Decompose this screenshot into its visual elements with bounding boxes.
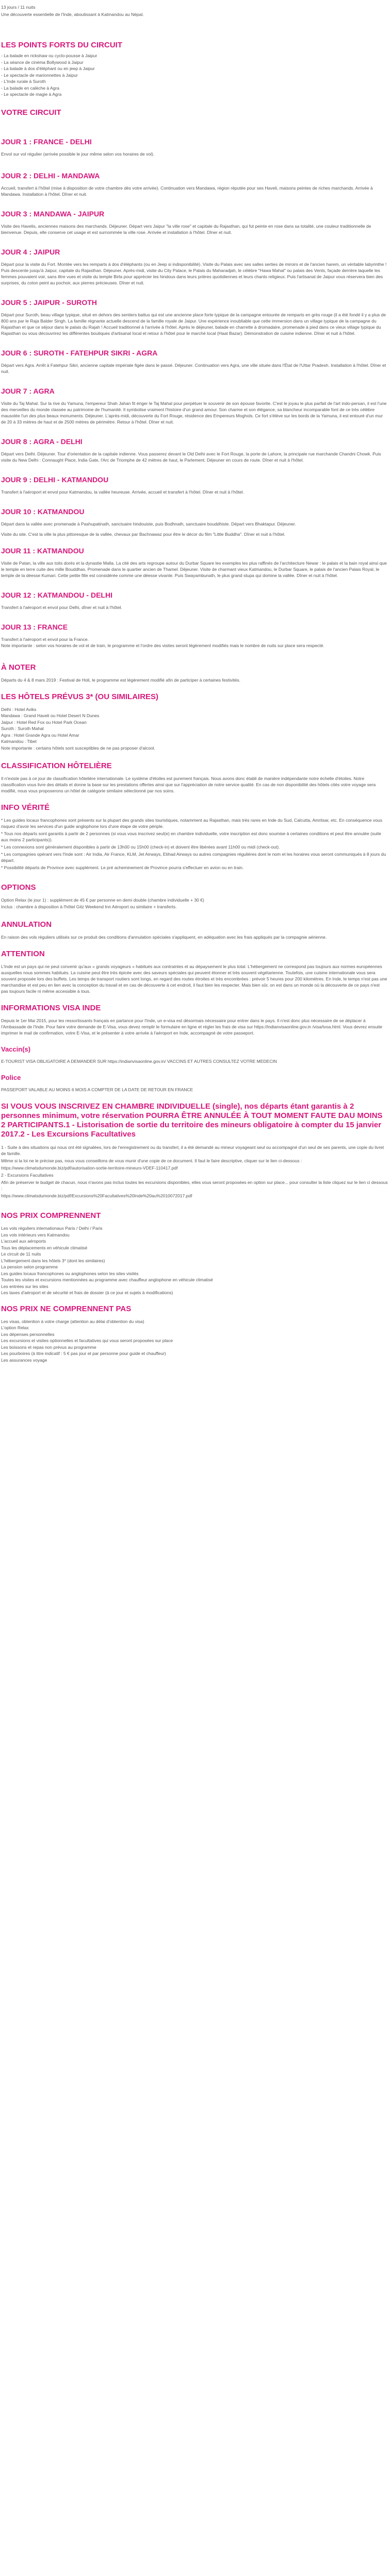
tagline-text: Une découverte essentielle de l'Inde, aboutissant à Katmandou au Népal.: [1, 12, 144, 17]
attention-body: [1, 963, 388, 994]
single-warning-body: [1, 1144, 388, 1199]
warning-link[interactable]: https://www.climatsdumonde.biz/pdf/Excursions%20Facultatives%20Inde%20au%2010072017.pdf: [1, 1193, 192, 1198]
day-title: JOUR 3 : MANDAWA - JAIPUR: [1, 209, 105, 218]
day-title: JOUR 8 : AGRA - DELHI: [1, 437, 83, 446]
list-item: Les dépenses personnelles: [1, 1331, 55, 1337]
visa-title: INFORMATIONS VISA INDE: [1, 1004, 101, 1012]
page: [0, 4, 391, 1363]
hotel-line: Mandawa : Grand Haveli ou Hotel Desert N Dunes: [1, 713, 100, 718]
list-item: Toutes les visites et excursions mentionnées au programme avec chauffeur anglophone en véhicule climatisé: [1, 1277, 213, 1282]
day-body: [1, 400, 388, 425]
day-body: [1, 312, 388, 336]
police-title: Police: [1, 1074, 21, 1081]
police-text: PASSEPORT VALABLE AU MOINS 6 MOIS A COMPTER DE LA DATE DE RETOUR EN FRANCE: [1, 1087, 193, 1092]
day-title: JOUR 12 : KATMANDOU - DELHI: [1, 590, 112, 599]
day-paragraph: Départ vers Delhi. Déjeuner. Tour d'orientation de la capitale indienne. Vous passerez devant le Old Delhi avec le Fort Rouge, la porte de Lahore, la principale rue marchande Chandni Chowk. Puis visite du New Delhi : Connaught Place, India Gate, l'Arc de Triomphe de 42 mètres de haut, le Parlement. Déjeuner en cours de route. Dîner et nuit à l'hôtel.: [1, 451, 381, 463]
cancellation-body: [1, 934, 388, 940]
duration-text: 13 jours / 11 nuits: [1, 5, 36, 10]
day-paragraph: Accueil, transfert à l'hôtel (mise à disposition de votre chambre dès votre arrivée). Continuation vers Mandawa, région réputée pour ses Haveli, maisons peintes de riches marchands. Arrivée à Mandawa. Installation à l'hôtel. Dîner et nuit.: [1, 185, 373, 197]
police-body: [1, 1087, 388, 1093]
options-line: Inclus : chambre à disposition à l'hôtel Gitz Weekend Inn Aéroport ou similaire + transferts.: [1, 904, 177, 909]
cancellation-title: ANNULATION: [1, 920, 52, 929]
excludes-title: NOS PRIX NE COMPRENNENT PAS: [1, 1304, 132, 1313]
day-title: JOUR 1 : FRANCE - DELHI: [1, 137, 92, 146]
hotel-line: Jaipur : Hotel Red Fox ou Hotel Park Ocean: [1, 719, 87, 725]
day-paragraph: Départ pour la visite du Fort. Montée vers les remparts à dos d'éléphants (ou en Jeep si indisponibilité). Visite du Palais avec ses salles serties de miroirs et de l'ancien harem, un véritable labyrinthe ! Puis descente jusqu'à Jaipur, capitale du Rajasthan. Déjeuner. Après-midi, visite du City Palace, le Palais du Maharadjah, le célèbre "Hawa Mahal" ou palais des Vents, façade derrière laquelle les femmes pouvaient voir, sans être vues et visite du temple Birla pour apprécier les hindous dans leurs prières quotidiennes et leurs chants religieux. Puis l'artisanat de Jaipur vous réservera bien des surprises, du coton peint au pochoir, aux pierres précieuses. Dîner et nuit.: [1, 261, 387, 285]
hotel-line: Agra : Hotel Grande Agra ou Hotel Amar: [1, 732, 79, 738]
list-item: L'option Relax: [1, 1325, 29, 1330]
day-body: [1, 489, 388, 495]
hotels-title: LES HÔTELS PRÉVUS 3* (OU SIMILAIRES): [1, 692, 159, 701]
day-paragraph: Départ pour Suroth, beau village typique, situé en dehors des sentiers battus qui est une ancienne place forte typique de la campagne entourée de remparts en grès rouge (il a été fondé il y a plus de 800 ans par le Raja Balder Singh. La famille régnante actuelle descend de la famille royale de Jaipur. Une expérience inoubliable que cette immersion dans un village typique de la campagne du Rajasthan et que ce séjour dans le palais du Rajah ! Accueil traditionnel à l'arrivée à l'hôtel. Après le déjeuner, balade en charrette à dromadaire, promenade à pied dans ce vieux village typique du Rajasthan ou vous découvrirez les différentes boutiques d'artisanat local et retour à l'hôtel pour le marché local (Haat Bazar). Démonstration de cuisine indienne. Dîner et nuit à l'hôtel.: [1, 312, 386, 336]
day-title: JOUR 11 : KATMANDOU: [1, 546, 84, 555]
day-title: JOUR 5 : JAIPUR - SUROTH: [1, 298, 97, 307]
circuit-title: VOTRE CIRCUIT: [1, 108, 61, 117]
day-paragraph: Envol sur vol régulier (arrivée possible le jour même selon vos horaires de vol).: [1, 151, 155, 157]
info-title: INFO VÉRITÉ: [1, 803, 50, 812]
day-title: JOUR 13 : FRANCE: [1, 622, 68, 631]
includes-title: NOS PRIX COMPRENNENT: [1, 1211, 101, 1220]
day-body: [1, 185, 388, 197]
warning-paragraph: Afin de préserver le budget de chacun, nous n'avons pas inclus toutes les excursions disponibles, elles vous seront proposées en option sur place... pour consulter la liste cliquez sur le lien ci dessous :: [1, 1180, 388, 1191]
options-line: Option Relax (le jour 1) : supplément de 45 € par personne en demi double (chambre individuelle + 30 €): [1, 897, 204, 903]
highlights-list: [1, 53, 388, 98]
warning-paragraph: 2 - Excursions Facultatives: [1, 1173, 54, 1178]
hotel-line: Delhi : Hotel Aviks: [1, 706, 37, 712]
list-item: Le circuit de 11 nuits: [1, 1251, 41, 1257]
day-body: [1, 223, 388, 235]
list-item: L'hébergement dans les hôtels 3* (dont les similaires): [1, 1258, 105, 1263]
day-title: JOUR 9 : DELHI - KATMANDOU: [1, 475, 109, 484]
day-paragraph: Visite du site. C'est la ville la plus pittoresque de la vallée, chevaux par Bachnawaz pour être le décor du film "Little Buddha". Dîner et nuit à l'hôtel.: [1, 531, 286, 537]
vaccines-title: Vaccin(s): [1, 1045, 31, 1053]
warning-paragraph: Même si la loi ne le précise pas, nous vous conseillons de vous munir d'une copie de ce document. Il faut le faire descriptive, cliquer sur le lien ci-dessous :: [1, 1158, 302, 1163]
day-title: JOUR 7 : AGRA: [1, 386, 55, 395]
info-paragraph: * Les compagnies opérant vers l'Inde sont : Air India, Air France, KLM, Jet Airways, Etihad Airways ou autres compagnies régulières dont le nom et les horaires vous seront communiqués à 8 jours du départ.: [1, 852, 386, 863]
day-body: [1, 261, 388, 286]
list-item: - La balade à dos d'éléphant ou en jeep à Jaipur: [1, 66, 95, 71]
classification-title: CLASSIFICATION HÔTELIÈRE: [1, 761, 112, 770]
info-paragraph: * Les connexions sont généralement disponibles à partir de 13h00 ou 15h00 (check-in) et doivent être libérées avant 11h00 ou midi (check-out).: [1, 844, 280, 850]
excludes-list: [1, 1318, 388, 1364]
single-warning-title: SI VOUS VOUS INSCRIVEZ EN CHAMBRE INDIVIDUELLE (single), nos départs étant garantis à 2 personnes minimum, votre réservation POURRA ÊTRE ANNULÉE À TOUT MOMENT FAUTE DAU MOINS 2 PARTICIPANTS.1 - Listorisation de sortie du territoire des mineurs obligatoire à compter du 15 janvier 2017.2 - Les Excursions Facultatives: [1, 1102, 383, 1139]
list-item: Les vols réguliers internationaux Paris / Delhi / Paris: [1, 1226, 103, 1231]
list-item: La pension selon programme: [1, 1264, 58, 1269]
list-item: Les taxes d'aéroport et de sécurité et frais de dossier (à ce jour et sujets à modifications): [1, 1290, 173, 1295]
visa-text: Depuis le 1er Mai 2015, pour les ressortissants français en partance pour l'Inde, un e-visa est désormais nécessaire pour entrer dans le pays. Il n'est donc plus nécessaire de se déplacer à l'Ambassade de l'Inde. Pour faire votre demande de E-Visa, vous devez remplir le formulaire en ligne et régler les frais de visa sur https://indianvisaonline.gov.in /visa/tvoa.html. Vous devrez ensuite imprimer le mail de confirmation, votre E-Visa, et le présenter à votre arrivée à l'aéroport en Inde, accompagné de votre passeport.: [1, 1018, 383, 1036]
day-paragraph: Visite de Patan, la ville aux toits dorés et la dynastie Malla. La cité des arts regroupe autour du Durbar Square les exemples les plus raffinés de l'architecture Newar : le palais et la bain royal ainsi que le temple en terre cuite des mille Bouddhas. Promenade dans le quartier ancien de Thamel. Déjeuner. Visite de charmant vieux Katmandou, le Durbar Square, le palais de l'ancien Palais Royal, le temple de la déesse Kumari. Cette petite fille est considérée comme une déesse vivante. Puis Swayambunath, le plus grand stupa qui domine la vallée. Dîner et nuit à l'hôtel.: [1, 560, 387, 578]
list-item: Les pourboires (à titre indicatif : 5 € pas jour et par personne pour guide et chauffeur): [1, 1351, 166, 1356]
list-item: - Le spectacle de magie à Agra: [1, 92, 62, 97]
notice-text: Départs du 4 & 8 mars 2019 : Festival de Holi, le programme est légèrement modifié afin de participer à certaines festivités.: [1, 677, 240, 683]
day-paragraph: Visite des Havelis, anciennes maisons des marchands. Déjeuner. Départ vers Jaipur "la ville rose" et capitale du Rajasthan, qui fut peinte en rose dans sa totalité, une couleur traditionnelle de bienvenue. Depuis, elle conserve cet usage et est surnommée la ville rose. Arrivée et installation à l'hôtel. Dîner et nuit.: [1, 223, 371, 235]
day-title: JOUR 4 : JAIPUR: [1, 247, 60, 256]
notice-body: [1, 677, 388, 683]
options-title: OPTIONS: [1, 883, 36, 892]
list-item: Les vols intérieurs vers Katmandou: [1, 1232, 70, 1238]
info-paragraph: * Les guides locaux francophones sont présents sur la plupart des grands sites touristiques, notamment au Rajasthan, mais très rares en Inde du Sud, Calcutta, Amritsar, etc. En conséquence vous risquez d'avoir les services d'un guide anglophone lors d'une étape de votre périple.: [1, 818, 382, 829]
day-body: [1, 521, 388, 537]
list-item: - La séance de cinéma Bollywood à Jaipur: [1, 59, 84, 65]
list-item: - La balade en calèche à Agra: [1, 85, 59, 91]
info-paragraph: * Tous nos départs sont garantis à partir de 2 personnes (si vous vous inscrivez seul(e) en chambre individuelle, votre inscription est donc soumise à certaines conditions et peut être annulée (suite aux moins 2 participants)).: [1, 831, 381, 842]
day-paragraph: Transfert à l'aéroport et envol pour Katmandou, la vallée heureuse. Arrivée, accueil et transfert à l'hôtel. Dîner et nuit à l'hôtel.: [1, 489, 244, 495]
includes-list: [1, 1225, 388, 1296]
vaccines-text: E-TOURIST VISA OBLIGATOIRE A DEMANDER SUR https://indianvisaonline.gov.in/ VACCINS ET AUTRES CONSULTEZ VOTRE MEDECIN: [1, 1059, 277, 1064]
classification-text: Il n'existe pas à ce jour de classification hôtelière internationale. Le système d'étoiles est purement français. Nous avons donc établi de manière indépendante notre échelle d'étoiles. Notre classification vous livre des détails et donne la base sur les prestations offertes ainsi que sur l'appréciation de notre service qualité. En cas de non disponibilité des hôtels cités votre voyage sera modifié, nous vous proposerons un hôtel de catégorie similaire sélectionné par nos soins.: [1, 776, 376, 793]
day-body: [1, 636, 388, 649]
intro: [1, 4, 388, 18]
day-paragraph: Départ vers Agra. Arrêt à Fatehpur Sikri, ancienne capitale impériale figée dans le passé. Déjeuner. Continuation vers Agra, une ville située dans l'État de l'Uttar Pradesh. Installation à l'hôtel. Dîner et nuit.: [1, 362, 386, 374]
list-item: Les visas, obtention à votre charge (attention au délai d'obtention du visa): [1, 1318, 144, 1324]
day-title: JOUR 2 : DELHI - MANDAWA: [1, 171, 100, 180]
day-title: JOUR 10 : KATMANDOU: [1, 507, 85, 516]
visa-body: [1, 1018, 388, 1036]
day-title: JOUR 6 : SUROTH - FATEHPUR SIKRI - AGRA: [1, 348, 158, 357]
hotel-line: Suroth : Suroth Mahal: [1, 726, 44, 731]
day-body: [1, 604, 388, 611]
day-paragraph: Départ dans la vallée avec promenade à Pashupatinath, sanctuaire hindouiste, puis Bodhnath, sanctuaire bouddhiste. Départ vers Bhaktapur. Déjeuner.: [1, 521, 296, 527]
list-item: Tous les déplacements en véhicule climatisé: [1, 1245, 88, 1250]
cancellation-text: En raison des vols réguliers utilisés sur ce produit des conditions d'annulation spéciales s'appliquent, en adéquation avec les frais appliqués par la compagnie aérienne.: [1, 935, 327, 940]
day-body: [1, 451, 388, 463]
day-paragraph: Transfert à l'aéroport et envol pour la France.: [1, 636, 89, 642]
hotel-line: Katmandou : Tibet: [1, 739, 37, 744]
list-item: - La balade en rickshaw ou cyclo-pousse à Jaipur: [1, 53, 97, 58]
highlights-title: LES POINTS FORTS DU CIRCUIT: [1, 41, 123, 49]
notice-title: À NOTER: [1, 663, 36, 672]
list-item: Les guides locaux francophones ou anglophones selon les sites visités: [1, 1270, 139, 1276]
attention-text: L'Inde est un pays qui ne peut convenir qu'aux « grands voyageurs » habitués aux contraintes et au dépaysement le plus total. L'hébergement ne correspond pas toujours aux normes européennes auxquelles nous sommes habitués. La cuisine peut être très épicée avec des saveurs spéciales qui peuvent étonner et très souvent végétarienne. Toutefois, une cuisine internationale vous sera souvent proposée lors des buffets. Les temps de transport routiers sont longs, en regard des routes étroites et très encombrées : prévoir 5 heures pour 200 kilomètres. En Inde, le temps n'est pas une marchandise et est peu en lien avec la conception du travail et en cas de découverte à cet endroit, il faut bien les respecter. Mais bien sûr, on est dans un monde où la découverte de ce pays n'est pas toujours facile ni même accessible à tous.: [1, 964, 387, 994]
day-paragraph: Visite du Taj Mahal. Sur la rive du Yamuna, l'empereur Shah Jahan fit ériger le Taj Mahal pour perpétuer le souvenir de son épouse favorite. C'est le joyau le plus parfait de l'art indo-persan, il est l'une des merveilles du monde classée au patrimoine de l'humanité. Il symbolise vraiment l'histoire d'un grand amour. Son charme et son élégance, sa blancheur incomparable font de ce très célèbre mausolée l'un des plus beaux monuments. Déjeuner. L'après-midi, découverte du Fort Rouge, résidence des Empereurs Moghols. Ce fort s'élève sur les bords de la Yamuna, il est entouré d'un mur de 20 à 33 mètres de haut et de 2500 mètres de périmètre. Retour à l'hôtel. Dîner et nuit.: [1, 400, 387, 425]
list-item: L'accueil aux aéroports: [1, 1239, 46, 1244]
day-body: [1, 560, 388, 579]
day-paragraph: Note importante : selon vos horaires de vol et de train, le programme et l'ordre des visites seront légèrement modifiés mais le nombre de nuits sur place sera respecté.: [1, 642, 324, 648]
attention-title: ATTENTION: [1, 950, 45, 958]
list-item: Les excursions et visites optionnelles et facultatives qui vous seront proposées sur place: [1, 1338, 173, 1343]
vaccines-body: [1, 1058, 388, 1064]
day-body: [1, 151, 388, 157]
info-paragraph: * Possibilité départs de Province avec supplément. Le pré acheminement de Province pourra s'effectuer en avion ou en train.: [1, 865, 244, 870]
list-item: Les entrées sur les sites: [1, 1283, 48, 1289]
day-body: [1, 362, 388, 375]
list-item: - L'Inde rurale à Suroth: [1, 79, 46, 84]
warning-link[interactable]: https://www.climatsdumonde.biz/pdf/autorisation-sortie-territoire-mineurs-VDEF-110417.pdf: [1, 1165, 178, 1171]
day-paragraph: Transfert à l'aéroport et envol pour Delhi, dîner et nuit à l'hôtel.: [1, 604, 122, 610]
classification-body: [1, 775, 388, 794]
list-item: - Le spectacle de marionnettes à Jaipur: [1, 72, 78, 78]
list-item: Les assurances voyage: [1, 1357, 47, 1363]
hotel-note: Note importante : certains hôtels sont susceptibles de ne pas proposer d'alcool.: [1, 745, 155, 751]
list-item: Les boissons et repas non prévus au programme: [1, 1344, 96, 1350]
info-body: [1, 817, 388, 871]
hotels-list: [1, 706, 388, 752]
warning-paragraph: 1 - Suite à des situations qui nous ont été signalées, lors de l'enregistrement ou du transfert, il a été demandé au mineur voyageant seul ou accompagné d'un seul de ses parents, une copie du livret de famille.: [1, 1145, 384, 1156]
